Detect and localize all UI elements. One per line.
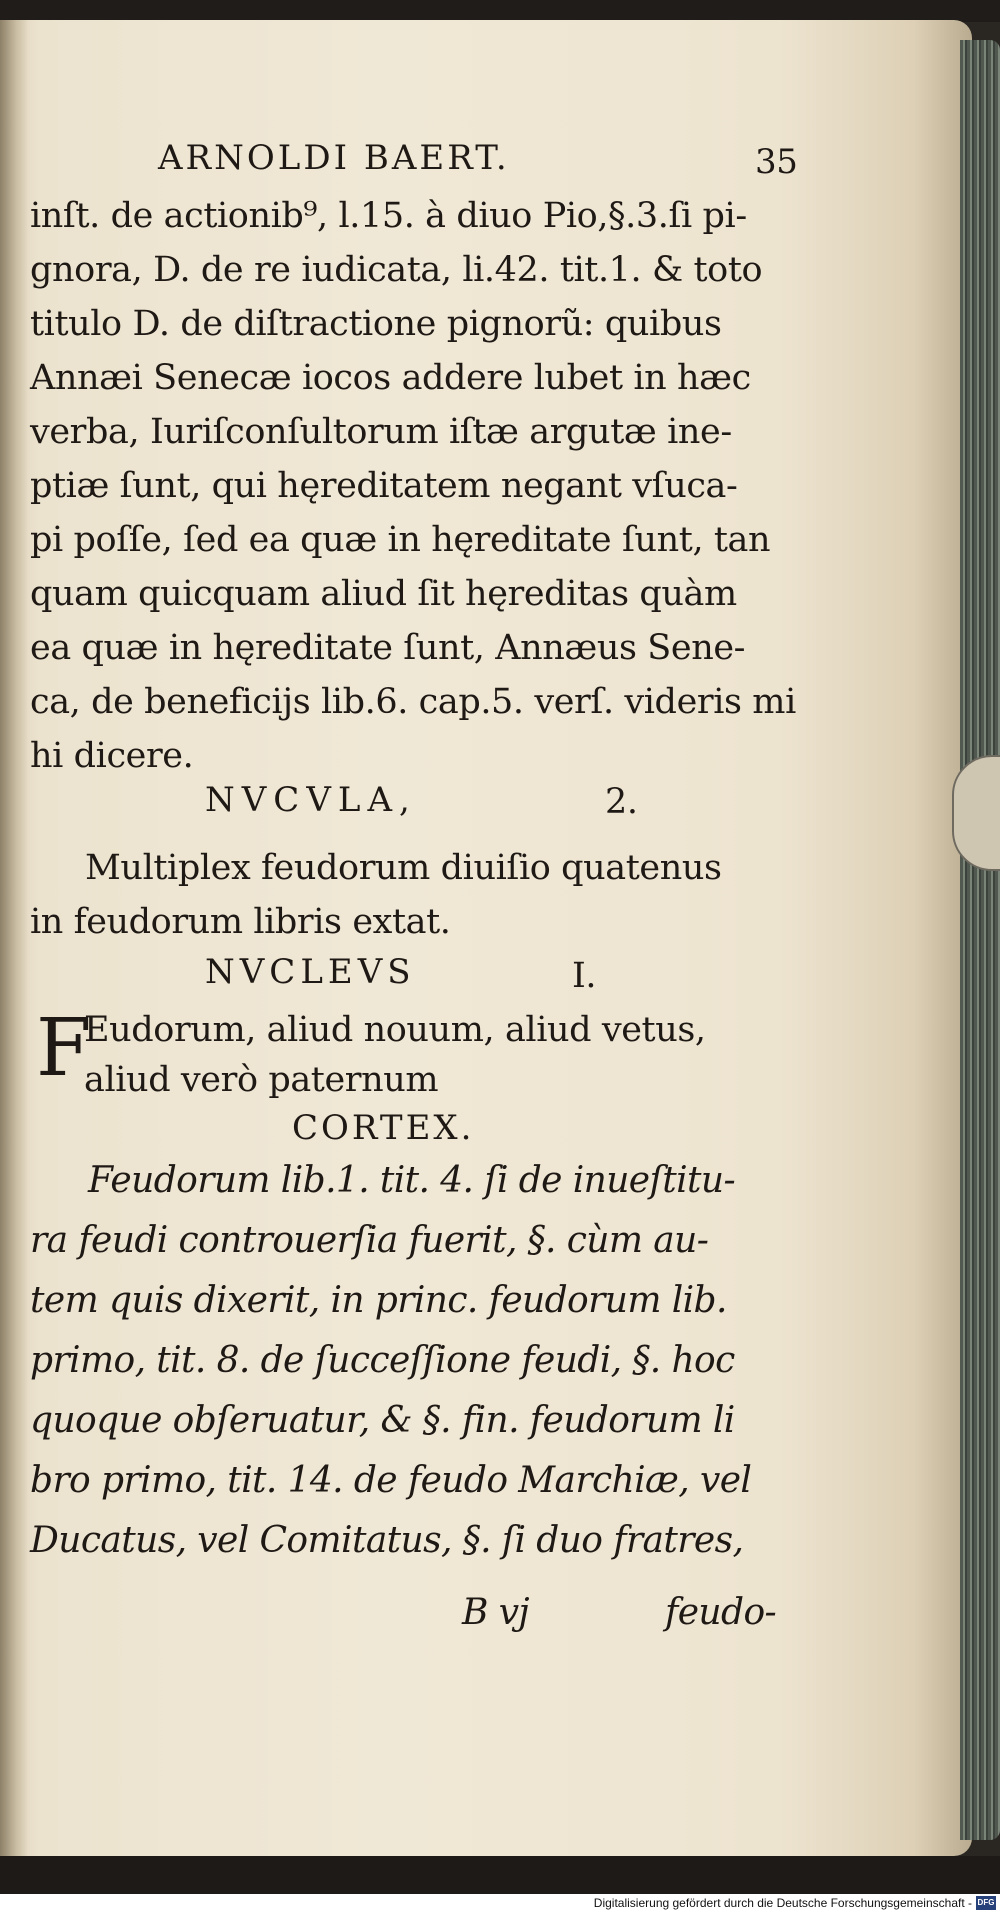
running-title: ARNOLDI BAERT.	[158, 138, 510, 178]
text-line: hi dicere.	[30, 736, 194, 776]
dfg-logo: DFG	[976, 1896, 996, 1910]
cortex-line: Ducatus, vel Comitatus, §. ſi duo fratres,	[30, 1520, 744, 1561]
text-line: quam quicquam aliud ſit hęreditas quàm	[30, 574, 737, 614]
cortex-line: bro primo, tit. 14. de feudo Marchiæ, vel	[30, 1460, 752, 1501]
text-line: inſt. de actionib⁹, l.15. à diuo Pio,§.3.ſi pi-	[30, 196, 747, 236]
nucula-number: 2.	[605, 782, 638, 822]
cortex-line: quoque obſeruatur, & §. fin. feudorum li	[30, 1400, 735, 1441]
book-bottom-edge	[0, 1856, 1000, 1894]
page-fore-edge	[960, 40, 1000, 1840]
page-gutter-shadow	[0, 20, 28, 1856]
catchword: feudo-	[665, 1592, 777, 1633]
cortex-line: tem quis dixerit, in princ. feudorum lib.	[30, 1280, 727, 1321]
nucleus-line: Eudorum, aliud nouum, aliud vetus,	[84, 1010, 706, 1050]
drop-cap: F	[36, 1001, 92, 1094]
text-line: ea quæ in hęreditate ſunt, Annæus Sene-	[30, 628, 746, 668]
book-top-edge	[0, 0, 1000, 22]
text-line: ca, de beneficijs lib.6. cap.5. verſ. videris mi	[30, 682, 796, 722]
nucula-heading: NVCVLA,	[205, 780, 417, 820]
cortex-line: ra feudi controuerſia fuerit, §. cùm au-	[30, 1220, 709, 1261]
text-line: ptiæ ſunt, qui hęreditatem negant vſuca-	[30, 466, 738, 506]
cortex-line: Feudorum lib.1. tit. 4. ſi de inueſtitu-	[88, 1160, 736, 1201]
text-line: gnora, D. de re iudicata, li.42. tit.1. & toto	[30, 250, 763, 290]
nucleus-number: I.	[572, 956, 597, 996]
text-line: Annæi Senecæ iocos addere lubet in hæc	[30, 358, 751, 398]
page-number: 35	[755, 142, 798, 182]
text-line: pi poſſe, ſed ea quæ in hęreditate ſunt, tan	[30, 520, 771, 560]
signature-mark: B vj	[462, 1592, 529, 1633]
footer-credit	[0, 1894, 1000, 1913]
book-clasp	[952, 755, 1000, 871]
footer-text: Digitalisierung gefördert durch die Deutsche Forschungsgemeinschaft -	[593, 1896, 972, 1910]
nucleus-heading: NVCLEVS	[205, 952, 416, 992]
cortex-heading: CORTEX.	[292, 1108, 475, 1148]
summary-line: in feudorum libris extat.	[30, 902, 451, 942]
text-line: titulo D. de diſtractione pignorũ: quibus	[30, 304, 722, 344]
nucleus-line: aliud verò paternum	[84, 1060, 439, 1100]
summary-line: Multiplex feudorum diuiſio quatenus	[85, 848, 722, 888]
text-line: verba, Iuriſconſultorum iſtæ argutæ ine-	[30, 412, 732, 452]
cortex-line: primo, tit. 8. de ſucceſſione feudi, §. hoc	[30, 1340, 735, 1381]
